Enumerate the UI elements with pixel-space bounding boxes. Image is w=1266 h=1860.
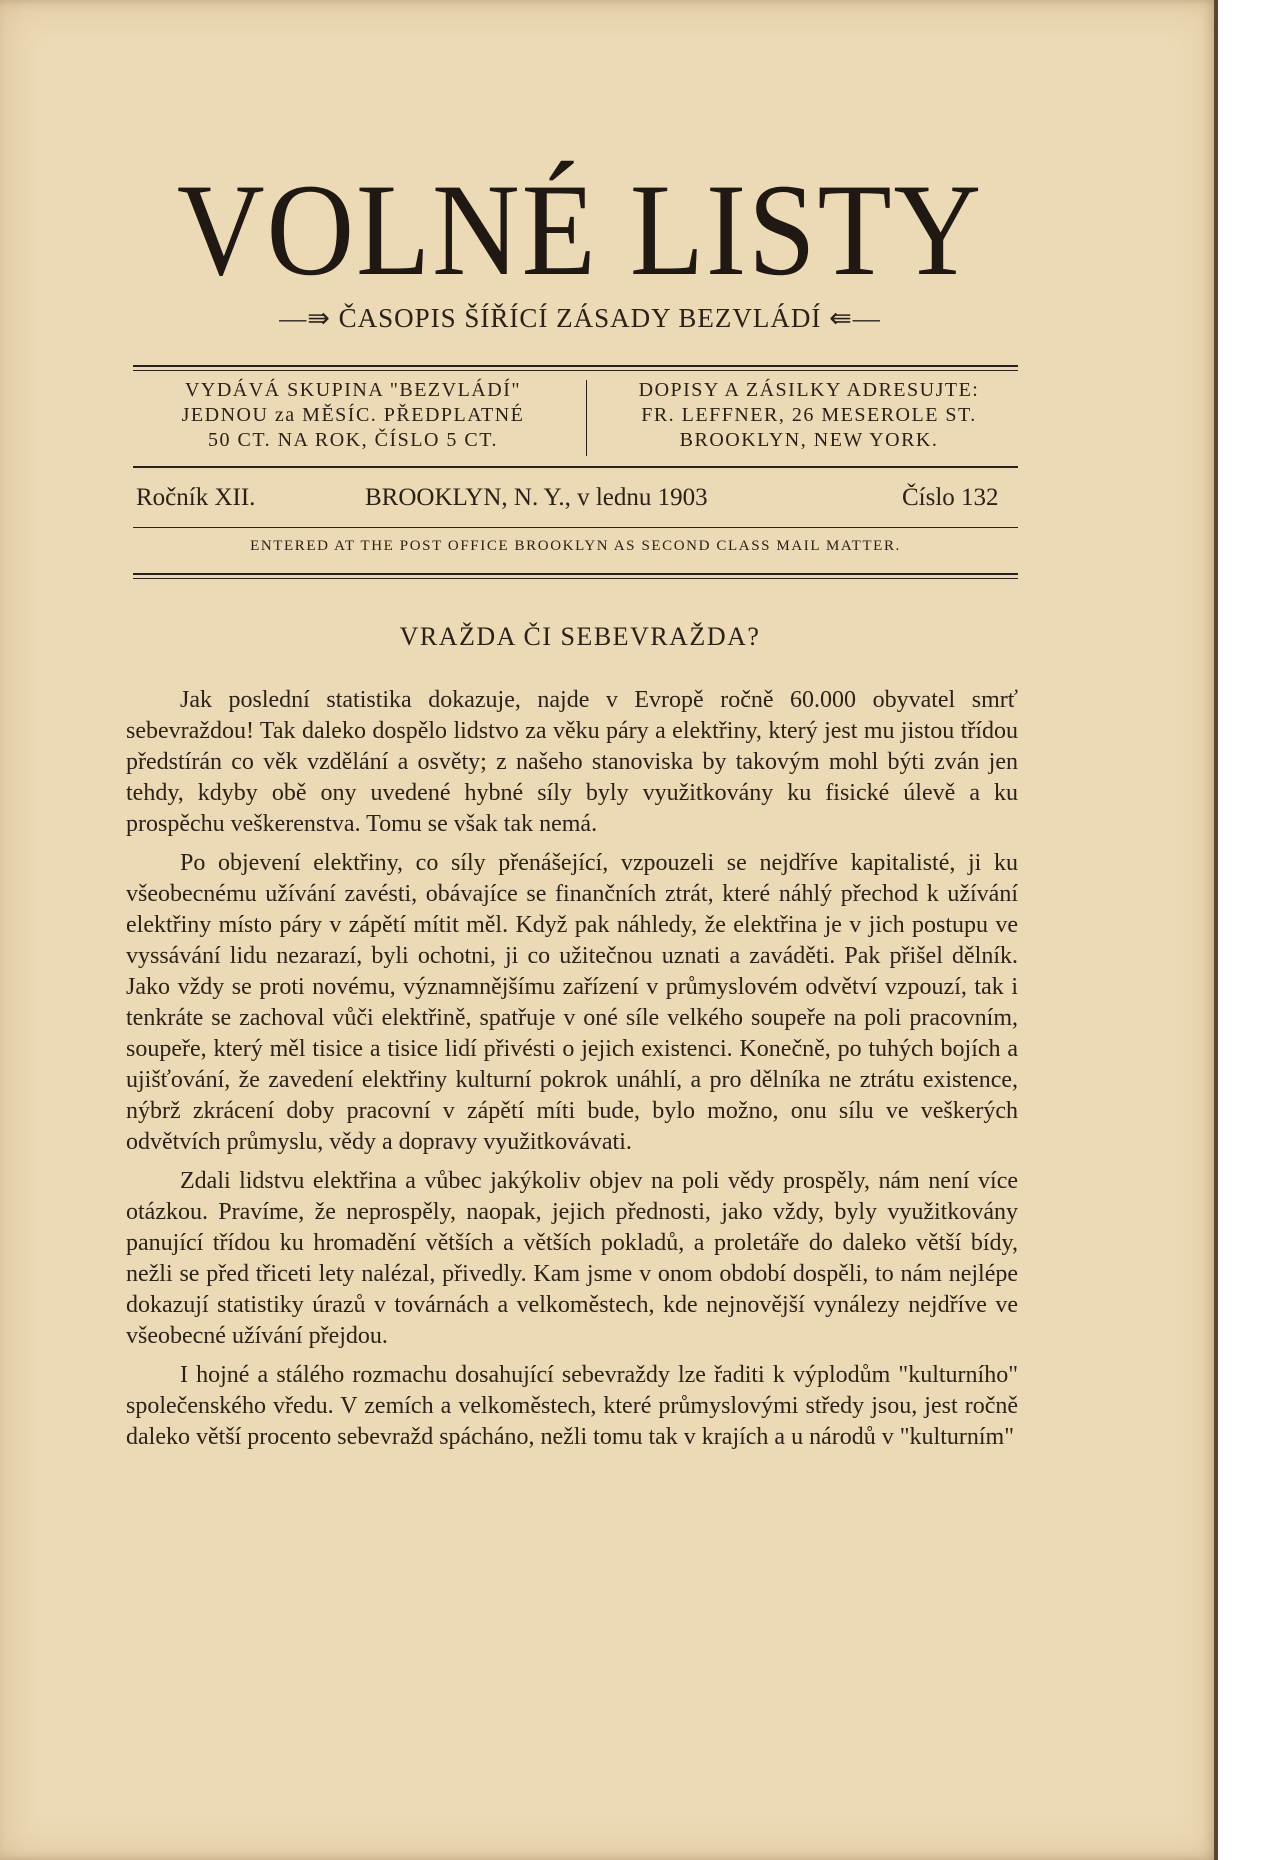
publisher-info-left — [128, 378, 578, 453]
issue-number: Číslo 132 — [902, 484, 999, 511]
top-double-rule-1 — [133, 365, 1018, 367]
meta-rule-top — [133, 466, 1018, 468]
issue-volume: Ročník XII. — [136, 484, 256, 511]
publisher-right-line-2: FR. LEFFNER, 26 MESEROLE ST. — [641, 404, 977, 426]
entered-notice: ENTERED AT THE POST OFFICE BROOKLYN AS SECOND CLASS MAIL MATTER. — [250, 538, 901, 554]
meta-rule-bottom — [133, 527, 1018, 528]
publisher-right-line-1: DOPISY A ZÁSILKY ADRESUJTE: — [638, 379, 980, 401]
publisher-left-line-3: 50 CT. NA ROK, ČÍSLO 5 CT. — [208, 429, 498, 451]
article-paragraph: Zdali lidstvu elektřina a vůbec jakýkoliv objev na poli vědy prospěly, nám není více otázkou. Pravíme, že neprospěly, naopak, jejich přednosti, jako vždy, byly využitkovány panující třídou ku hromadění větších a větších pokladů, a proletáře do daleko větší bídy, nežli se před třiceti lety nalézal, přivedly. Kam jsme v onom období dospěli, to nám nejlépe dokazují statistiky úrazů v továrnách a velkoměstech, kde nejnovější vynálezy nejdříve ve všeobecné užívání přejdou. — [126, 1168, 1018, 1349]
publisher-info-right — [594, 378, 1024, 453]
bottom-double-rule-2 — [133, 578, 1018, 579]
issue-place-date: BROOKLYN, N. Y., v lednu 1903 — [365, 484, 708, 511]
publisher-divider — [586, 380, 587, 456]
masthead-subtitle: —⇛ ČASOPIS ŠÍŘÍCÍ ZÁSADY BEZVLÁDÍ ⇚— — [279, 303, 881, 333]
publisher-right-line-3: BROOKLYN, NEW YORK. — [679, 429, 939, 451]
top-double-rule-2 — [133, 370, 1018, 371]
bottom-double-rule-1 — [133, 573, 1018, 575]
article-body — [126, 685, 1018, 1453]
publisher-left-line-2: JEDNOU za MĚSÍC. PŘEDPLATNÉ — [181, 404, 525, 426]
masthead-title: VOLNÉ LISTY — [176, 156, 984, 303]
article-paragraph: I hojné a stálého rozmachu dosahující sebevraždy lze řaditi k výplodům "kulturního" společenského vředu. V zemích a velkoměstech, které průmyslovými středy jsou, jest ročně daleko větší procento sebevražd spácháno, nežli tomu tak v krajích a u národů v "kulturním" — [126, 1362, 1018, 1450]
publisher-left-line-1: VYDÁVÁ SKUPINA "BEZVLÁDÍ" — [184, 379, 522, 401]
article-headline: VRAŽDA ČI SEBEVRAŽDA? — [399, 622, 761, 651]
article-paragraph: Po objevení elektřiny, co síly přenášející, vzpouzeli se nejdříve kapitalisté, ji ku všeobecnému užívání zavésti, obávajíce se finančních ztrát, které náhlý přechod k užívání elektřiny místo páry v zápětí mítit měl. Když pak náhledy, že elektřina je v jich postupu ve vyssávání lidu nezarazí, byli ochotni, ji co užitečnou uznati a zaváděti. Pak přišel dělník. Jako vždy se proti novému, významnějšímu zařízení v průmyslovém odvětví vzpouzí, tak i tenkráte se zachoval vůči elektřině, spatřuje v oné síle velkého soupeře na poli pracovním, soupeře, který měl tisice a tisice lidí přivésti o jejich existenci. Konečně, po tuhých bojích a ujišťování, že zavedení elektřiny kulturní pokrok unáhlí, a pro dělníka ne ztrátu existence, nýbrž zkrácení doby pracovní v zápětí míti bude, bylo možno, onu sílu ve veškerých odvětvích průmyslu, vědy a dopravy využitkovávati. — [126, 850, 1018, 1155]
article-paragraph: Jak poslední statistika dokazuje, najde v Evropě ročně 60.000 obyvatel smrť sebevraždou! Tak daleko dospělo lidstvo za věku páry a elektřiny, který jest mu jistou třídou předstírán co věk vzdělání a osvěty; z našeho stanoviska by takovým mohl býti zván jen tehdy, kdyby obě ony uvedené hybné síly byly využitkovány ku fisické úlevě a ku prospěchu veškerenstva. Tomu se však tak nemá. — [126, 687, 1018, 837]
